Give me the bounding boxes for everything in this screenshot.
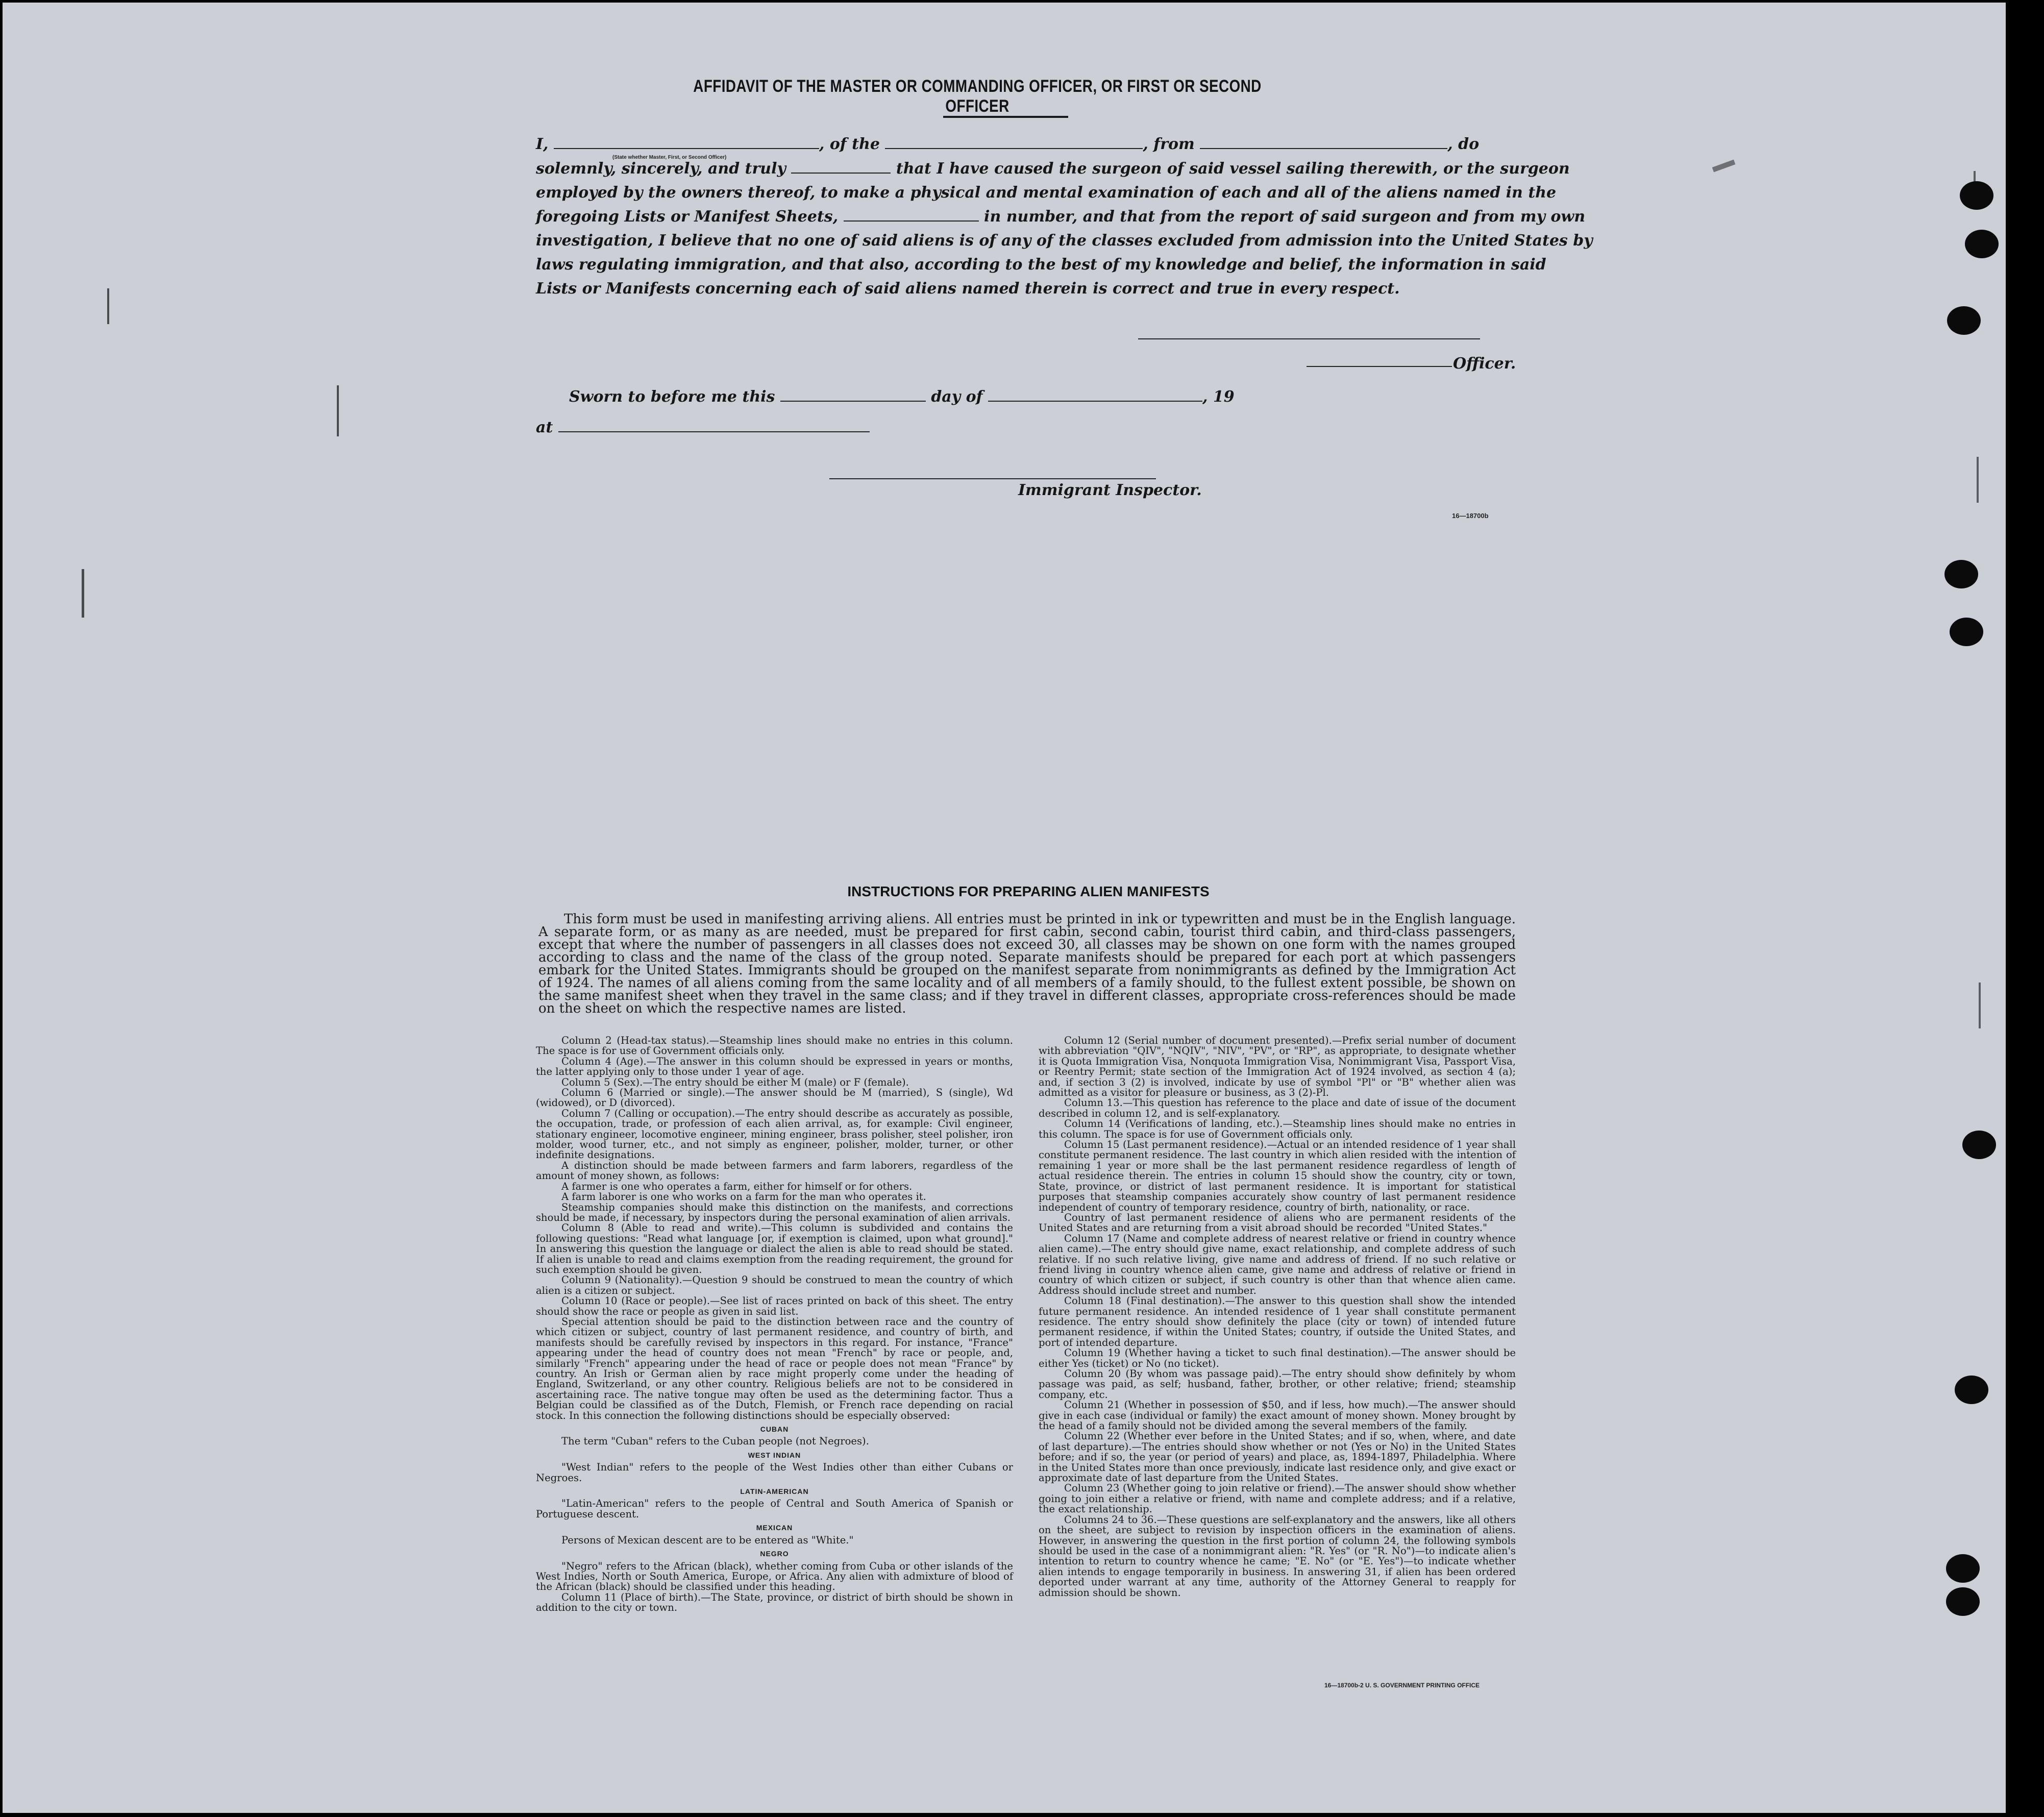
instruction-paragraph: Column 18 (Final destination).—The answer to this question shall show the intended future permanent residence. An intended residence of 1 year shall constitute permanent residence. The entry should show definitely the place (city or town) of intended future permanent residence, if within the United States; country, if outside the United States, and port of intended departure. — [1039, 1295, 1516, 1348]
line2-b: that I have caused the surgeon of said vessel sailing therewith, or the surgeon — [896, 160, 1570, 178]
mexican-text: Persons of Mexican descent are to be entered as "White." — [561, 1534, 854, 1546]
sworn-text: Sworn to before me this — [569, 388, 775, 406]
affidavit-line-3: employed by the owners thereof, to make a physical and mental examination of each and all of the aliens named in the — [536, 184, 1557, 202]
officer-label: Officer. — [1453, 355, 1516, 373]
punch-hole — [1944, 560, 1978, 588]
instructions-intro: This form must be used in manifesting arriving aliens. All entries must be printed in ink or typewritten and must be in the English language. A separate form, or as many as are needed, must be prepared for first cabin, second cabin, tourist third cabin, and third-class passengers, except that where the number of passengers in all classes does not exceed 30, all classes may be shown on one form with the names grouped according to class and the name of the class of the group noted. Separate manifests should be prepared for each port at which passengers embark for the United States. Immigrants should be grouped on the manifest separate from nonimmigrants as defined by the Immigration Act of 1924. The names of all aliens coming from the same locality and of all members of a family should, to the fullest extent possible, be shown on the same manifest sheet when they travel in the same class; and if they travel in different classes, appropriate cross-references should be made on the sheet on which the respective names are listed. — [538, 912, 1516, 1016]
instruction-paragraph: Special attention should be paid to the distinction between race and the country of which citizen or subject, country of last permanent residence, and country of birth, and manifests should be carefully revised by inspectors in this regard. For instance, "France" appearing under the head of country does not mean "French" by race or people, and, similarly "French" appearing under the head of race or people does not mean "France" by country. An Irish or German alien by race might properly come under the heading of England, Switzerland, or any other country. Religious beliefs are not to be considered in ascertaining race. The native tongue may often be used as the determining factor. Thus a Belgian could be classified as of the Dutch, Flemish, or French race depending on racial stock. In this connection the following distinctions should be especially observed: — [536, 1315, 1013, 1421]
instruction-paragraph: Column 2 (Head-tax status).—Steamship lines should make no entries in this column. The space is for use of Government officials only. — [536, 1035, 1013, 1057]
instructions-left-column — [536, 1036, 1013, 1613]
instruction-paragraph: Column 5 (Sex).—The entry should be either M (male) or F (female). — [561, 1076, 909, 1088]
officer-rank-note: (State whether Master, First, or Second Officer) — [612, 155, 727, 160]
year-text: , 19 — [1202, 388, 1235, 406]
punch-hole — [1950, 618, 1983, 646]
at-line — [536, 419, 870, 436]
line1-from: , from — [1143, 135, 1195, 153]
port-from-field[interactable] — [1200, 136, 1447, 149]
instruction-paragraph: A distinction should be made between farmers and farm laborers, regardless of the amount of money shown, as follows: — [536, 1159, 1013, 1182]
instruction-paragraph: Column 19 (Whether having a ticket to such final destination).—The answer should be either Yes (ticket) or No (no ticket). — [1039, 1347, 1516, 1369]
instruction-paragraph: A farmer is one who operates a farm, either for himself or for others. — [561, 1180, 913, 1192]
day-of-text: day of — [931, 388, 983, 406]
punch-hole — [1946, 1554, 1980, 1583]
affidavit-line-2 — [536, 160, 1570, 178]
instruction-paragraph: Column 7 (Calling or occupation).—The entry should describe as accurately as possible, the occupation, trade, or profession of each alien arrival, as, for example: Civil engineer, stationary engineer, locomotive engineer, mining engineer, brass polisher, steel polisher, iron molder, wood turner, etc., and not simply as engineer, polisher, molder, turner, or other indefinite designations. — [536, 1107, 1013, 1161]
punch-hole — [1960, 181, 1993, 210]
instruction-paragraph: Column 17 (Name and complete address of nearest relative or friend in country whence alien came).—The entry should give name, exact relationship, and complete address of such relative. If no such relative living, give name and address of friend. If no such relative or friend living in country whence alien came, give name and address of relative or friend in country of which citizen or subject, if such country is other than that whence alien came. Address should include street and number. — [1039, 1232, 1516, 1296]
instructions-title: INSTRUCTIONS FOR PREPARING ALIEN MANIFESTS — [847, 883, 1210, 899]
instruction-paragraph: A farm laborer is one who works on a farm for the man who operates it. — [561, 1191, 926, 1203]
instruction-paragraph: Steamship companies should make this distinction on the manifests, and corrections should be made, if necessary, by inspectors during the personal examination of alien arrivals. — [536, 1201, 1013, 1223]
scan-border-right — [2006, 0, 2044, 1817]
sworn-place-field[interactable] — [558, 419, 870, 432]
instruction-paragraph: Column 13.—This question has reference to the place and date of issue of the document described in column 12, and is self-explanatory. — [1039, 1097, 1516, 1119]
title-rule — [943, 116, 1068, 118]
punch-hole — [1955, 1376, 1988, 1404]
scan-border-bottom — [0, 1813, 2044, 1817]
affidavit-line-5: investigation, I believe that no one of said aliens is of any of the classes excluded from admission into the United States by — [536, 232, 1593, 250]
scan-speck — [107, 288, 109, 324]
latin-american-text: "Latin-American" refers to the people of Central and South America of Spanish or Portuguese descent. — [536, 1497, 1013, 1520]
negro-text: "Negro" refers to the African (black), whether coming from Cuba or other islands of the West Indies, North or South America, Europe, or Africa. Any alien with admixture of blood of the African (black) should be classified under this heading. — [536, 1560, 1013, 1593]
oath-field[interactable] — [791, 160, 891, 174]
inspector-signature-line[interactable] — [829, 478, 1156, 479]
instruction-paragraph: Columns 24 to 36.—These questions are self-explanatory and the answers, like all others on the sheet, are subject to revision by inspection officers in the examination of aliens. However, in answering the question in the first portion of column 24, the following symbols should be used in the case of a nonimmigrant alien: "R. Yes" (or "R. No")—to indicate alien's intention to return to country whence he came; "E. No" (or "E. Yes")—to indicate whether alien intends to engage temporarily in business. In answering 31, if alien has been ordered deported under warrant at any time, authority of the Attorney General to reapply for admission should be shown. — [1039, 1513, 1516, 1599]
column-11-text: Column 11 (Place of birth).—The State, province, or district of birth should be shown in addition to the city or town. — [536, 1591, 1013, 1614]
sheet-count-field[interactable] — [844, 208, 979, 222]
west-indian-text: "West Indian" refers to the people of the West Indies other than either Cubans or Negroes. — [536, 1461, 1013, 1484]
sworn-line — [569, 388, 1235, 406]
officer-rank-field[interactable] — [554, 136, 819, 149]
punch-hole — [1965, 230, 1999, 258]
negro-heading: NEGRO — [760, 1550, 789, 1558]
instruction-paragraph: Column 21 (Whether in possession of $50, and if less, how much).—The answer should give in each case (individual or family) the exact amount of money shown. Money brought by the head of a family should not be divided among the several members of the family. — [1039, 1399, 1516, 1432]
form-number: 16—18700b — [1452, 512, 1489, 520]
latin-american-heading: LATIN-AMERICAN — [740, 1487, 809, 1496]
line4-b: in number, and that from the report of said surgeon and from my own — [984, 208, 1586, 226]
instruction-paragraph: Column 22 (Whether ever before in the United States; and if so, when, where, and date of last departure).—The entries should show whether or not (Yes or No) in the United States before; and if so, the year (or period of years) and place, as, 1894-1897, Philadelphia. Where in the United States more than once previously, indicate last residence only, and give exact or approximate date of last departure from the United States. — [1039, 1430, 1516, 1484]
printing-office-footer: 16—18700b-2 U. S. GOVERNMENT PRINTING OFFICE — [1324, 1682, 1480, 1689]
scan-speck — [337, 385, 339, 436]
instruction-paragraph: Column 23 (Whether going to join relative or friend).—The answer should show whether going to join either a relative or friend, with name and complete address; and if a relative, the exact relationship. — [1039, 1482, 1516, 1515]
instructions-right-column — [1039, 1036, 1516, 1598]
punch-hole — [1962, 1131, 1996, 1159]
instruction-paragraph: Country of last permanent residence of aliens who are permanent residents of the United States and are returning from a visit abroad should be recorded "United States." — [1039, 1211, 1516, 1234]
manifest-sheet — [3, 3, 2006, 1814]
at-text: at — [536, 419, 553, 436]
instruction-paragraph: Column 6 (Married or single).—The answer should be M (married), S (single), Wd (widowed), or D (divorced). — [536, 1087, 1013, 1109]
mexican-heading: MEXICAN — [756, 1524, 793, 1532]
affidavit-line-4 — [536, 208, 1585, 226]
instruction-paragraph: Column 12 (Serial number of document presented).—Prefix serial number of document with abbreviation "QIV", "NQIV", "NIV", "PV", or "RP", as appropriate, to designate whether it is Quota Immigration Visa, Nonquota Immigration Visa, Nonimmigrant Visa, Passport Visa, or Reentry Permit; state section of the Immigration Act of 1924 involved, as section 4 (a); and, if section 3 (2) is involved, indicate by use of symbol "Pl" or "B" whether alien was admitted as a visitor for pleasure or business, as 3 (2)-Pl. — [1039, 1035, 1516, 1099]
line4-a: foregoing Lists or Manifest Sheets, — [536, 208, 839, 226]
sworn-day-field[interactable] — [780, 388, 926, 402]
line1-i: I, — [536, 135, 549, 153]
scan-speck — [82, 569, 84, 618]
instruction-paragraph: Column 9 (Nationality).—Question 9 should be construed to mean the country of which alien is a citizen or subject. — [536, 1274, 1013, 1296]
instruction-paragraph: Column 20 (By whom was passage paid).—The entry should show definitely by whom passage was paid, as self; husband, father, brother, or other relative; friend; steamship company, etc. — [1039, 1368, 1516, 1401]
affidavit-title: AFFIDAVIT OF THE MASTER OR COMMANDING OFFICER, OR FIRST OR SECOND OFFICER — [693, 77, 1262, 116]
west-indian-heading: WEST INDIAN — [748, 1451, 801, 1459]
punch-hole — [1946, 1587, 1980, 1616]
vessel-name-field[interactable] — [885, 136, 1143, 149]
scan-speck — [1712, 160, 1736, 173]
scan-speck — [1977, 457, 1979, 503]
line1-do: , do — [1447, 135, 1480, 153]
instruction-paragraph: Column 8 (Able to read and write).—This column is subdivided and contains the following questions: "Read what language [or, if exemption is claimed, upon what ground]." In answering this question the language or dialect the alien is able to read should be stated. If alien is unable to read and claims exemption from the reading requirement, the ground for such exemption should be given. — [536, 1222, 1013, 1275]
instruction-paragraph: Column 4 (Age).—The answer in this column should be expressed in years or months, the latter applying only to those under 1 year of age. — [536, 1055, 1013, 1078]
officer-signature-line[interactable] — [1138, 338, 1480, 339]
cuban-heading: CUBAN — [760, 1425, 789, 1434]
affidavit-line-1 — [536, 135, 1479, 153]
sworn-month-field[interactable] — [988, 388, 1202, 402]
instruction-paragraph: Column 14 (Verifications of landing, etc.).—Steamship lines should make no entries in this column. The space is for use of Government officials only. — [1039, 1118, 1516, 1140]
cuban-text: The term "Cuban" refers to the Cuban people (not Negroes). — [561, 1435, 869, 1447]
line1-of: , of the — [819, 135, 880, 153]
instruction-paragraph: Column 15 (Last permanent residence).—Actual or an intended residence of 1 year shall constitute permanent residence. The last country in which alien resided with the intention of remaining 1 year or more shall be the last permanent residence regardless of length of actual residence therein. The entries in column 15 should show the country, city or town, State, province, or district of last permanent residence. It is important for statistical purposes that steamship companies accurately show country of last permanent residence independent of country of temporary residence, country of birth, nationality, or race. — [1039, 1139, 1516, 1213]
line2-a: solemnly, sincerely, and truly — [536, 160, 786, 178]
scan-speck — [1979, 983, 1981, 1028]
inspector-label: Immigrant Inspector. — [1018, 481, 1202, 499]
instruction-paragraph: Column 10 (Race or people).—See list of races printed on back of this sheet. The entry should show the race or people as given in said list. — [536, 1295, 1013, 1317]
officer-rank-line[interactable] — [1307, 366, 1452, 367]
punch-hole — [1947, 306, 1981, 335]
affidavit-line-7: Lists or Manifests concerning each of said aliens named therein is correct and true in every respect. — [536, 280, 1400, 298]
affidavit-line-6: laws regulating immigration, and that also, according to the best of my knowledge and belief, the information in said — [536, 256, 1546, 274]
